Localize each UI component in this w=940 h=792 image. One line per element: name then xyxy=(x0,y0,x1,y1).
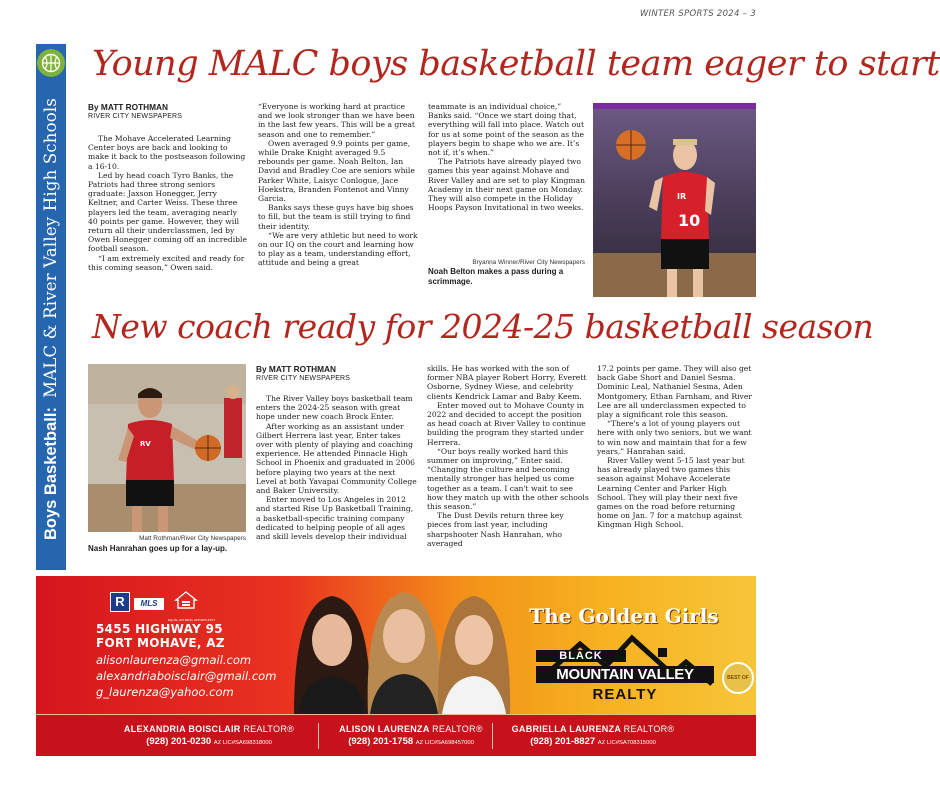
article1-paragraph: “Everyone is working hard at practice and we look stronger than we have been in the last few years. This will be a great season and one to remember.” xyxy=(258,102,415,139)
section-sidebar xyxy=(36,44,66,570)
svg-text:IR: IR xyxy=(677,192,687,201)
article2-byline: By MATT ROTHMAN xyxy=(256,364,337,374)
brand-bottom: REALTY xyxy=(592,686,658,703)
realtor-logo: R xyxy=(110,592,130,612)
agent-name: ALISON LAURENZA xyxy=(339,724,430,734)
article2-col3 xyxy=(597,364,757,530)
agent-phone[interactable]: (928) 201-1758 xyxy=(348,736,414,747)
article2-col2 xyxy=(427,364,589,548)
article1-col1 xyxy=(88,102,248,272)
team-name: The Golden Girls xyxy=(529,604,719,628)
article1-photo xyxy=(593,103,756,297)
article1-paragraph: The Mohave Accelerated Learning Center boys are back and looking to make it back to the postseason following a 16-10. xyxy=(88,134,246,171)
realty-advertisement xyxy=(36,576,756,756)
article1-caption: Noah Belton makes a pass during a scrimmage. xyxy=(428,267,564,286)
address-line-1: 5455 HIGHWAY 95 xyxy=(96,622,223,636)
basketball-icon xyxy=(37,49,65,77)
agent-portraits xyxy=(284,582,514,714)
article2-headline: New coach ready for 2024-25 basketball season xyxy=(92,307,874,346)
article1-byline: By MATT ROTHMAN xyxy=(88,102,169,112)
article1-photo-credit: Bryanna Winner/River City Newspapers xyxy=(472,259,585,266)
article2-paragraph: Enter moved to Los Angeles in 2012 and started Rise Up Basketball Training, a basketball-specific training company dedicated to helping people of all ages and skill levels develop their individual xyxy=(256,495,414,542)
article1-col2 xyxy=(258,102,418,268)
jersey-number: 10 xyxy=(678,211,701,230)
article1-paragraph: Owen averaged 9.9 points per game, while Drake Knight averaged 9.5 rebounds per game. Noah Belton, Ian David and Bradley Coe are seniors while Parker White, Laisyc Conlogue, Jace Hoekstra, Branden Fontenot and Vinny Garcia. xyxy=(258,138,415,204)
agent-license: AZ LIC#SA708315000 xyxy=(597,740,656,746)
article2-col1 xyxy=(256,364,418,541)
agent-name: ALEXANDRIA BOISCLAIR xyxy=(123,724,241,734)
article1-paragraph: “I am extremely excited and ready for this coming season,” Owen said. xyxy=(88,253,245,272)
agent-card xyxy=(326,724,496,747)
best-of-badge: BEST OF xyxy=(722,662,754,694)
brand-logo xyxy=(536,636,714,706)
article2-caption: Nash Hanrahan goes up for a lay-up. xyxy=(88,544,228,553)
email-link[interactable]: alexandriaboisclair@gmail.com xyxy=(96,669,277,683)
divider xyxy=(318,723,319,749)
article1-paragraph: “We are very athletic but need to work on our IQ on the court and learning how to play as a team, understanding effort, attitude and being a great xyxy=(258,230,418,268)
agent-name: GABRIELLA LAURENZA xyxy=(511,724,621,734)
article2-paragraph: After working as an assistant under Gilbert Herrera last year, Enter takes over with plenty of playing and coaching experience. He attended Pinnacle High School in Phoenix and graduated in 2006 before playing two years at the next Level at both Yavapai Community College and Baker University. xyxy=(256,421,417,496)
article2-paragraph: River Valley went 5-15 last year but has already played two games this season against Mohave Accelerate Learning Center and Parker High School. They will play their next five games on the road before returning home on Jan. 7 for a matchup against Kingman High School. xyxy=(597,456,745,530)
section-label: Boys Basketball: xyxy=(42,407,60,540)
agents-footer xyxy=(36,714,756,756)
section-title xyxy=(41,98,61,540)
divider xyxy=(492,723,493,749)
section-schools: MALC & River Valley High Schools xyxy=(41,97,60,398)
agent-license: AZ LIC#SA698457000 xyxy=(415,740,474,746)
article2-outlet: RIVER CITY NEWSPAPERS xyxy=(256,375,351,382)
article2-paragraph: “Our boys really worked hard this summer on improving,” Enter said. “Changing the culture and becoming mentally stronger has helped us come together as a team. I can't wait to see how they match up with the other schools this season.” xyxy=(427,446,589,512)
agent-title: REALTOR® xyxy=(432,724,483,734)
agent-phone[interactable]: (928) 201-0230 xyxy=(146,736,212,747)
brand-top: BLACK xyxy=(536,650,626,662)
article1-headline: Young MALC boys basketball team eager to start xyxy=(92,44,940,84)
article2-paragraph: The River Valley boys basketball team enters the 2024-25 season with great hope under new coach Brock Enter. xyxy=(256,394,413,422)
agent-card xyxy=(114,724,304,747)
article1-paragraph: Led by head coach Tyro Banks, the Patriots had three strong seniors graduate: Jaxson Honegger, Jerry Keltner, and Carter Weiss. These three players led the team, averaging nearly 40 points per game. However, they will return all their underclassmen, led by Owen Honegger coming off an incredible football season. xyxy=(88,170,247,254)
realty-contact-block xyxy=(96,622,276,700)
equal-housing-logo: EQUAL HOUSING OPPORTUNITY xyxy=(174,590,198,614)
agent-phone[interactable]: (928) 201-8827 xyxy=(530,736,596,747)
page-folio: WINTER SPORTS 2024 – 3 xyxy=(639,9,756,19)
svg-text:RV: RV xyxy=(140,440,151,448)
mls-logo: MLS xyxy=(134,598,164,610)
address-line-2: FORT MOHAVE, AZ xyxy=(96,636,225,650)
article2-paragraph: 17.2 points per game. They will also get back Gabe Short and Daniel Sesma. Dominic Leal, Nathaniel Sesma, Aden Montgomery, Ethan Farnham, and River Lee are all underclassmen expected to play a significant role this season. xyxy=(597,364,752,420)
article1-paragraph: teammate is an individual choice,” Banks said. “Once we start doing that, everything will fall into place. Watch out for us at some point of the season as the players begin to shape who we are. It’s not if, it’s when.” xyxy=(428,102,585,158)
article2-paragraph: Enter moved out to Mohave County in 2022 and decided to accept the position as head coach at River Valley to continue building the program they started under Herrera. xyxy=(427,400,586,447)
brand-mid: MOUNTAIN VALLEY xyxy=(536,666,714,683)
article2-photo xyxy=(88,364,246,532)
agent-title: REALTOR® xyxy=(243,724,295,734)
article2-paragraph: skills. He has worked with the son of former NBA player Robert Horry, Everett Osborne, Sydney Wiese, and celebrity clients Kendrick Lamar and Baby Keem. xyxy=(427,364,587,401)
article2-paragraph: “There's a lot of young players out here with only two seniors, but we want to win now and maintain that for a few years,” Hanrahan said. xyxy=(597,419,752,456)
article2-photo-credit: Matt Rothman/River City Newspapers xyxy=(139,535,246,542)
email-link[interactable]: g_laurenza@yahoo.com xyxy=(96,685,234,699)
agent-title: REALTOR® xyxy=(623,724,675,734)
article1-outlet: RIVER CITY NEWSPAPERS xyxy=(88,113,183,120)
article2-paragraph: The Dust Devils return three key pieces from last year, including sharpshooter Nash Hanrahan, who averaged xyxy=(427,511,564,548)
agent-card xyxy=(498,724,688,747)
email-link[interactable]: alisonlaurenza@gmail.com xyxy=(96,653,252,667)
agent-license: AZ LIC#SA698318000 xyxy=(213,740,272,746)
article1-paragraph: The Patriots have already played two games this year against Mohave and River Valley and are set to play Kingman Academy in their next game on Monday. They will also compete in the Holiday Hoops Payson Invitational in two weeks. xyxy=(428,157,585,213)
article1-col3 xyxy=(428,102,585,212)
article1-paragraph: Banks says these guys have big shoes to fill, but the team is still trying to find their identity. xyxy=(258,203,414,231)
